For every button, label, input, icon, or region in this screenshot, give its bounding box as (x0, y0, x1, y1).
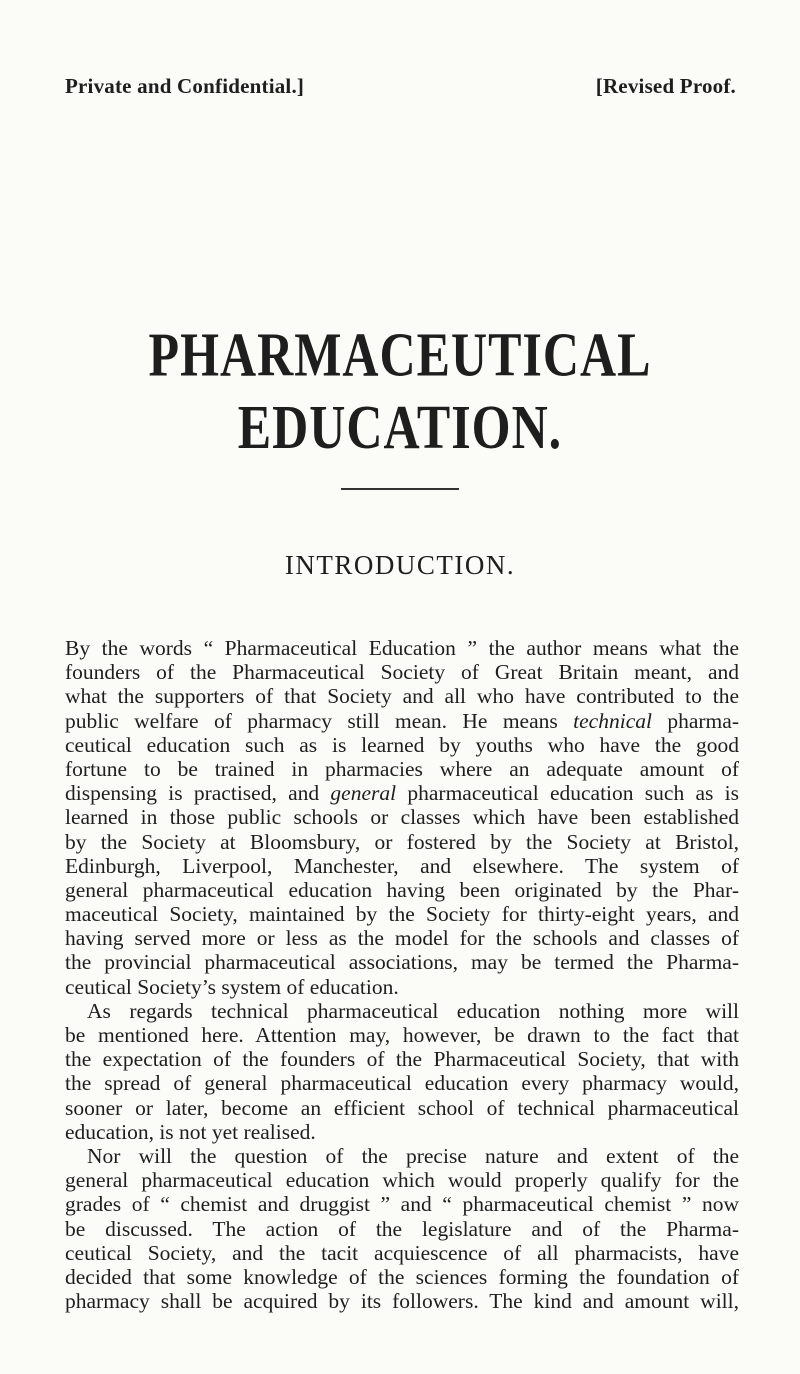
text-segment: what the supporters of that Society and all who have contributed to the (65, 684, 739, 709)
text-line (65, 781, 739, 805)
text-segment: founders of the Pharmaceutical Society of Great Britain meant, and (65, 660, 739, 685)
text-segment: fortune to be trained in pharmacies where an adequate amount of (65, 756, 739, 781)
text-segment: dispensing is practised, and (65, 781, 331, 806)
text-segment: the provincial pharmaceutical associations, may be termed the Pharma- (65, 950, 739, 975)
text-line (65, 684, 739, 708)
text-line (65, 1071, 739, 1095)
text-segment: be discussed. The action of the legislature and of the Pharma- (65, 1216, 739, 1241)
header-right: [Revised Proof. (595, 74, 736, 98)
text-segment: maceutical Society, maintained by the Society for thirty-eight years, and (65, 902, 739, 927)
text-segment: decided that some knowledge of the sciences forming the foundation of (65, 1264, 739, 1289)
text-line (65, 902, 739, 926)
text-segment: the spread of general pharmaceutical education every pharmacy would, (65, 1071, 739, 1096)
text-line (65, 1217, 739, 1241)
text-segment: by the Society at Bloomsbury, or fostered by the Society at Bristol, (65, 829, 739, 854)
text-line (65, 805, 739, 829)
text-segment: pharmaceutical education such as is (396, 781, 739, 806)
text-line (65, 1023, 739, 1047)
text-segment: By the words “ Pharmaceutical Education ” the author means what the (65, 636, 739, 660)
text-segment: ceutical education such as is learned by youths who have the good (65, 732, 739, 757)
text-line (65, 975, 739, 999)
text-segment: having served more or less as the model for the schools and classes of (65, 926, 739, 951)
text-line (65, 636, 739, 660)
text-line (65, 1168, 739, 1192)
text-segment: ceutical Society’s system of education. (65, 974, 399, 999)
text-segment: ceutical Society, and the tacit acquiescence of all pharmacists, have (65, 1240, 739, 1265)
text-segment: the expectation of the founders of the Pharmaceutical Society, that with (65, 1047, 739, 1072)
text-segment: grades of “ chemist and druggist ” and “ pharmaceutical chemist ” now (65, 1192, 739, 1217)
text-segment: learned in those public schools or classes which have been established (65, 805, 739, 830)
text-line (65, 1192, 739, 1216)
text-line (65, 1120, 739, 1144)
text-line (65, 1144, 739, 1168)
text-segment: Edinburgh, Liverpool, Manchester, and elsewhere. The system of (65, 853, 739, 878)
italic-text: general (330, 781, 397, 806)
text-line (65, 926, 739, 950)
header-left: Private and Confidential.] (65, 74, 305, 98)
divider (341, 488, 459, 490)
text-segment: As regards technical pharmaceutical education nothing more will (87, 998, 739, 1023)
text-segment: pharmacy shall be acquired by its followers. The kind and amount will, (65, 1289, 739, 1314)
text-line (65, 1047, 739, 1071)
text-line (65, 757, 739, 781)
text-segment: education, is not yet realised. (65, 1119, 316, 1144)
text-segment: Nor will the question of the precise nature and extent of the (87, 1143, 739, 1168)
text-segment: general pharmaceutical education which would properly qualify for the (65, 1168, 739, 1193)
text-line (65, 709, 739, 733)
text-line (65, 950, 739, 974)
text-segment: be mentioned here. Attention may, however, be drawn to the fact that (65, 1023, 739, 1047)
page-title: PHARMACEUTICAL EDUCATION. (148, 319, 652, 462)
text-segment: public welfare of pharmacy still mean. He means (65, 708, 574, 733)
text-segment: general pharmaceutical education having been originated by the Phar- (65, 877, 739, 902)
text-line (65, 999, 739, 1023)
text-line (65, 878, 739, 902)
text-segment: pharma- (651, 708, 739, 733)
text-line (65, 1265, 739, 1289)
text-line (65, 854, 739, 878)
italic-text: technical (573, 708, 652, 733)
text-line (65, 733, 739, 757)
text-line (65, 660, 739, 684)
text-line (65, 1241, 739, 1265)
section-heading: INTRODUCTION. (284, 550, 516, 580)
text-line (65, 1289, 739, 1313)
text-line (65, 830, 739, 854)
body-text (65, 636, 739, 1313)
text-line (65, 1096, 739, 1120)
text-segment: sooner or later, become an efficient school of technical pharmaceutical (65, 1095, 739, 1120)
